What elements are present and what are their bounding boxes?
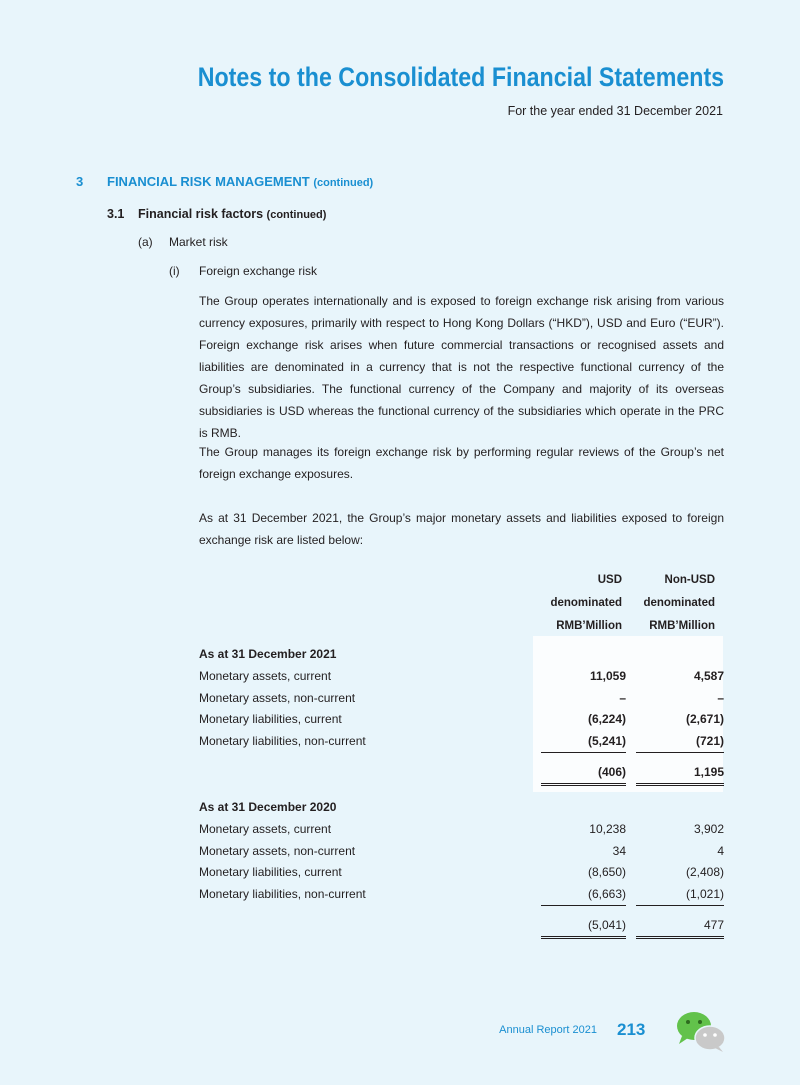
section-continued: (continued)	[313, 177, 374, 189]
footer-report-name: Annual Report 2021	[499, 1024, 597, 1036]
column-header-usd-line: USD	[597, 574, 622, 586]
subsection-continued: (continued)	[266, 209, 327, 221]
subtotal-rule	[636, 905, 724, 906]
subtotal-rule	[541, 752, 626, 753]
item-i-marker: (i)	[169, 264, 180, 278]
page-number: 213	[617, 1020, 646, 1039]
page-title: Notes to the Consolidated Financial Statements	[197, 62, 724, 92]
table-row-label: Monetary liabilities, non-current	[199, 734, 366, 748]
table-total-non-usd: 477	[703, 918, 724, 932]
column-header-usd-line: denominated	[550, 597, 622, 609]
table-cell-usd: 11,059	[589, 669, 626, 683]
table-cell-usd: 10,238	[589, 822, 626, 836]
total-double-rule	[541, 783, 626, 786]
total-double-rule	[636, 783, 724, 786]
table-cell-non-usd: –	[717, 691, 724, 705]
table-row-label: Monetary liabilities, current	[199, 712, 342, 726]
section-number: 3	[76, 174, 84, 189]
subsection-title-text: Financial risk factors	[138, 207, 264, 221]
table-cell-non-usd: (2,671)	[685, 712, 724, 726]
column-header-non-usd-line: RMB’Million	[649, 620, 715, 632]
section-title	[107, 174, 373, 189]
block-heading-2021: As at 31 December 2021	[199, 647, 337, 661]
section-title-text: FINANCIAL RISK MANAGEMENT	[107, 174, 310, 189]
table-cell-usd: 34	[612, 844, 626, 858]
table-row-label: Monetary assets, current	[199, 822, 332, 836]
item-a-marker: (a)	[138, 235, 153, 249]
wechat-logo-icon	[675, 1010, 727, 1052]
table-total-usd: (406)	[597, 765, 626, 779]
paragraph-fx-management: The Group manages its foreign exchange risk by performing regular reviews of the Group’s net foreign exchange exposures.	[199, 445, 724, 481]
table-cell-usd: –	[619, 691, 626, 705]
subsection-number: 3.1	[107, 207, 125, 221]
table-cell-usd: (6,224)	[587, 712, 626, 726]
table-row-label: Monetary assets, non-current	[199, 691, 356, 705]
column-header-usd-line: RMB’Million	[556, 620, 622, 632]
paragraph-fx-overview: The Group operates internationally and is exposed to foreign exchange risk arising from various currency exposures, primarily with respect to Hong Kong Dollars (“HKD”), USD and Euro (“EUR”). Foreign exchange risk arises when future commercial transactions or recognised assets and liabilities are denominated in a currency that is not the respective functional currency of the Group’s subsidiaries. The functional currency of the Company and majority of its overseas subsidiaries is USD whereas the functional currency of the subsidiaries which operate in the PRC is RMB.	[199, 294, 724, 440]
column-header-non-usd	[605, 569, 715, 638]
paragraph-fx-exposure-intro: As at 31 December 2021, the Group’s major monetary assets and liabilities exposed to foreign exchange risk are listed below:	[199, 511, 724, 547]
item-i-label: Foreign exchange risk	[199, 264, 318, 278]
table-cell-non-usd: 3,902	[693, 822, 724, 836]
table-cell-usd: (8,650)	[587, 865, 626, 879]
table-cell-non-usd: (1,021)	[685, 887, 724, 901]
table-cell-non-usd: (2,408)	[685, 865, 724, 879]
table-total-non-usd: 1,195	[693, 765, 724, 779]
block-heading-2020: As at 31 December 2020	[199, 800, 337, 814]
total-double-rule	[541, 936, 626, 939]
table-cell-non-usd: (721)	[695, 734, 724, 748]
column-header-non-usd-line: denominated	[643, 597, 715, 609]
subtotal-rule	[636, 752, 724, 753]
subsection-title	[138, 207, 326, 221]
item-a-label: Market risk	[169, 235, 228, 249]
table-row-label: Monetary assets, non-current	[199, 844, 356, 858]
table-cell-non-usd: 4,587	[693, 669, 724, 683]
column-header-non-usd-line: Non-USD	[664, 574, 715, 586]
table-cell-usd: (6,663)	[587, 887, 626, 901]
table-row-label: Monetary liabilities, current	[199, 865, 342, 879]
subtotal-rule	[541, 905, 626, 906]
table-cell-usd: (5,241)	[587, 734, 626, 748]
table-row-label: Monetary liabilities, non-current	[199, 887, 366, 901]
total-double-rule	[636, 936, 724, 939]
page-subtitle: For the year ended 31 December 2021	[507, 104, 723, 118]
table-row-label: Monetary assets, current	[199, 669, 332, 683]
table-cell-non-usd: 4	[717, 844, 724, 858]
table-total-usd: (5,041)	[587, 918, 626, 932]
